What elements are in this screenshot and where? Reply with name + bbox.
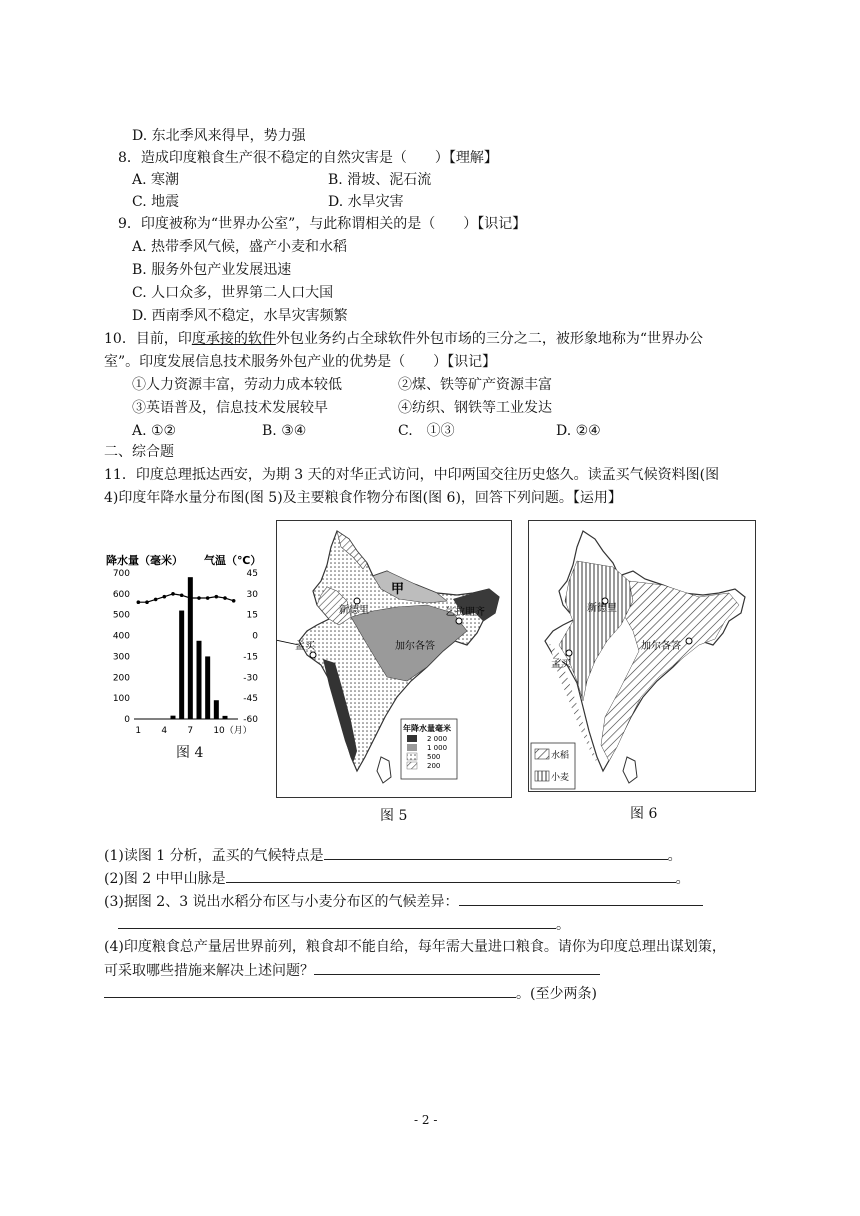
q11-part2 [104, 868, 690, 889]
map5-mumbai-label: 孟买 [295, 641, 315, 652]
page-number: - 2 - [414, 1113, 438, 1127]
q8-option-c: C. 地震 [132, 194, 180, 210]
month-tick-label: 4 [161, 726, 168, 736]
q11-part2-end: 。 [675, 871, 690, 887]
q11-part1-answer-blank[interactable] [324, 845, 532, 860]
q11-part4-answer-blank-2[interactable] [446, 960, 600, 975]
temp-tick-label: -30 [243, 673, 258, 684]
q10-statement-3: ③英语普及，信息技术发展较早 [132, 400, 328, 416]
precip-bar [205, 656, 210, 719]
q7-option-d: D. 东北季风来得早，势力强 [132, 128, 306, 144]
q10-option-c: C. ①③ [398, 423, 455, 439]
temp-tick-label: 0 [252, 631, 258, 642]
q10-statement-4: ④纺织、钢铁等工业发达 [398, 400, 552, 416]
map5-legend-2000: 2 000 [427, 735, 448, 743]
q9-option-b: B. 服务外包产业发展迅速 [132, 262, 292, 278]
map5-legend-title: 年降水量毫米 [403, 724, 451, 733]
temp-tick-label: 15 [246, 610, 258, 621]
temp-point [206, 596, 210, 600]
q11-part3-text: (3)据图 2、3 说出水稻分布区与小麦分布区的气候差异： [104, 894, 459, 910]
temp-tick-label: 30 [246, 589, 258, 600]
q11-part4-answer-blank[interactable] [314, 960, 446, 975]
map6-legend-rice: 水稻 [551, 751, 570, 761]
q10-statement-2: ②煤、铁等矿产资源丰富 [398, 377, 552, 393]
q8-option-d: D. 水旱灾害 [328, 194, 404, 210]
temp-point [189, 596, 193, 600]
precip-tick-label: 400 [112, 631, 130, 642]
q10-stem-line2: 室”。印度发展信息技术服务外包产业的优势是（ ）【识记】 [104, 354, 497, 370]
q11-part3-answer-blank-2[interactable] [619, 891, 703, 906]
temp-point [145, 600, 149, 604]
q11-part1-end: 。 [667, 848, 682, 864]
q9-stem: 9．印度被称为“世界办公室”，与此称谓相关的是（ ）【识记】 [118, 216, 527, 232]
crop-map [529, 521, 755, 791]
q11-part2-answer-blank[interactable] [226, 868, 676, 883]
q11-part4-line1: (4)印度粮食总产量居世界前列，粮食却不能自给，每年需大量进口粮食。请你为印度总理出谋划策， [104, 939, 726, 955]
precip-bar [214, 700, 219, 719]
precip-tick-label: 0 [124, 715, 130, 725]
precip-axis-label: 降水量（毫米） [106, 554, 183, 567]
month-tick-label: 10（月） [213, 726, 252, 736]
temp-point [180, 593, 184, 597]
figure-6-caption: 图 6 [630, 806, 658, 822]
q11-part4-end: 。(至少两条) [516, 986, 597, 1002]
temp-point [223, 596, 227, 600]
q10-option-d: D. ②④ [556, 423, 601, 439]
q11-part4-line2 [104, 960, 600, 981]
precip-bar [179, 611, 184, 719]
map6-kolkata-label: 加尔各答 [641, 641, 681, 652]
map5-legend-200: 200 [427, 762, 441, 770]
temp-point [197, 596, 201, 600]
q11-part1 [104, 845, 682, 866]
map6-legend [531, 743, 575, 789]
climate-chart [104, 548, 264, 760]
map5-legend-1000: 1 000 [427, 744, 448, 752]
figure-5-caption: 图 5 [380, 808, 408, 824]
q8-option-b: B. 滑坡、泥石流 [328, 172, 432, 188]
figure-4-caption: 图 4 [176, 745, 204, 761]
q10-stem-c: 外包业务约占全球软件外包市场的三分之二，被形象地称为“世界办公 [275, 331, 703, 347]
map5-jia-label: 甲 [391, 582, 405, 597]
q10-stem-a: 10．目前，印 [104, 331, 192, 347]
precip-tick-label: 600 [112, 589, 130, 600]
temp-line [138, 594, 233, 602]
q11-part4-answer-blank-3[interactable] [104, 983, 516, 998]
temp-point [232, 599, 236, 603]
temp-point [163, 595, 167, 599]
q8-option-a: A. 寒潮 [132, 172, 180, 188]
q10-option-b: B. ③④ [262, 423, 307, 439]
q11-part3-end: 。 [556, 917, 570, 933]
q10-option-a: A. ①② [132, 423, 177, 439]
q11-stem-line1: 11．印度总理抵达西安，为期 3 天的对华正式访问，中印两国交往历史悠久。读孟买气候资料图(图 [104, 467, 720, 483]
map5-chittagong-label: 乞拉朋齐 [445, 607, 485, 618]
q11-part3 [104, 891, 703, 912]
q9-option-a: A. 热带季风气候，盛产小麦和水稻 [132, 239, 348, 255]
month-tick-label: 1 [135, 726, 142, 736]
temp-tick-label: -60 [243, 715, 258, 725]
section-heading: 二、综合题 [104, 444, 174, 460]
precip-tick-label: 500 [112, 610, 130, 621]
q11-part2-text: (2)图 2 中甲山脉是 [104, 871, 226, 887]
q9-option-c: C. 人口众多，世界第二人口大国 [132, 285, 334, 301]
map6-mumbai-label: 孟买 [551, 659, 571, 670]
map5-legend [401, 719, 457, 779]
precip-tick-label: 200 [112, 673, 130, 684]
q9-option-d: D. 西南季风不稳定，水旱灾害频繁 [132, 308, 348, 324]
temp-tick-label: -45 [243, 694, 258, 705]
figure-5 [276, 520, 512, 798]
q8-stem: 8．造成印度粮食生产很不稳定的自然灾害是（ ）【理解】 [118, 150, 498, 166]
precip-tick-label: 100 [112, 694, 130, 705]
temp-tick-label: -15 [243, 652, 258, 663]
map5-kolkata-label: 加尔各答 [395, 641, 435, 652]
precip-tick-label: 700 [112, 569, 130, 579]
temp-point [154, 598, 158, 602]
temp-point [171, 592, 175, 596]
map5-delhi-label: 新德里 [339, 605, 369, 616]
temp-point [137, 600, 141, 604]
precip-tick-label: 300 [112, 652, 130, 663]
figure-6 [528, 520, 756, 792]
precip-bar [197, 641, 202, 719]
map6-legend-wheat: 小麦 [551, 773, 570, 783]
q11-part4-text: 可采取哪些措施来解决上述问题？ [104, 963, 314, 979]
q11-part1-answer-blank-2[interactable] [532, 845, 668, 860]
q11-part1-text: (1)读图 1 分析，孟买的气候特点是 [104, 848, 324, 864]
q10-stem-b: 度承接的软件 [191, 331, 276, 347]
q11-part3-line2 [118, 914, 570, 935]
month-tick-label: 7 [187, 726, 194, 736]
map5-legend-500: 500 [427, 753, 441, 761]
precip-bar [171, 716, 176, 719]
q10-statement-1: ①人力资源丰富，劳动力成本较低 [132, 377, 342, 393]
temp-axis-label: 气温（℃） [204, 554, 262, 567]
temp-tick-label: 45 [246, 569, 258, 579]
temp-point [215, 595, 219, 599]
figure-4 [104, 548, 264, 760]
precipitation-map [277, 521, 511, 797]
q11-stem-line2: 4)印度年降水量分布图(图 5)及主要粮食作物分布图(图 6)，回答下列问题。【运用】 [104, 490, 622, 506]
q11-part3-answer-blank[interactable] [459, 891, 619, 906]
q10-stem-line1 [104, 329, 703, 349]
q11-part3-answer-blank-3[interactable] [118, 914, 556, 929]
q11-part4-line3 [104, 983, 597, 1004]
map6-delhi-label: 新德里 [587, 603, 617, 614]
